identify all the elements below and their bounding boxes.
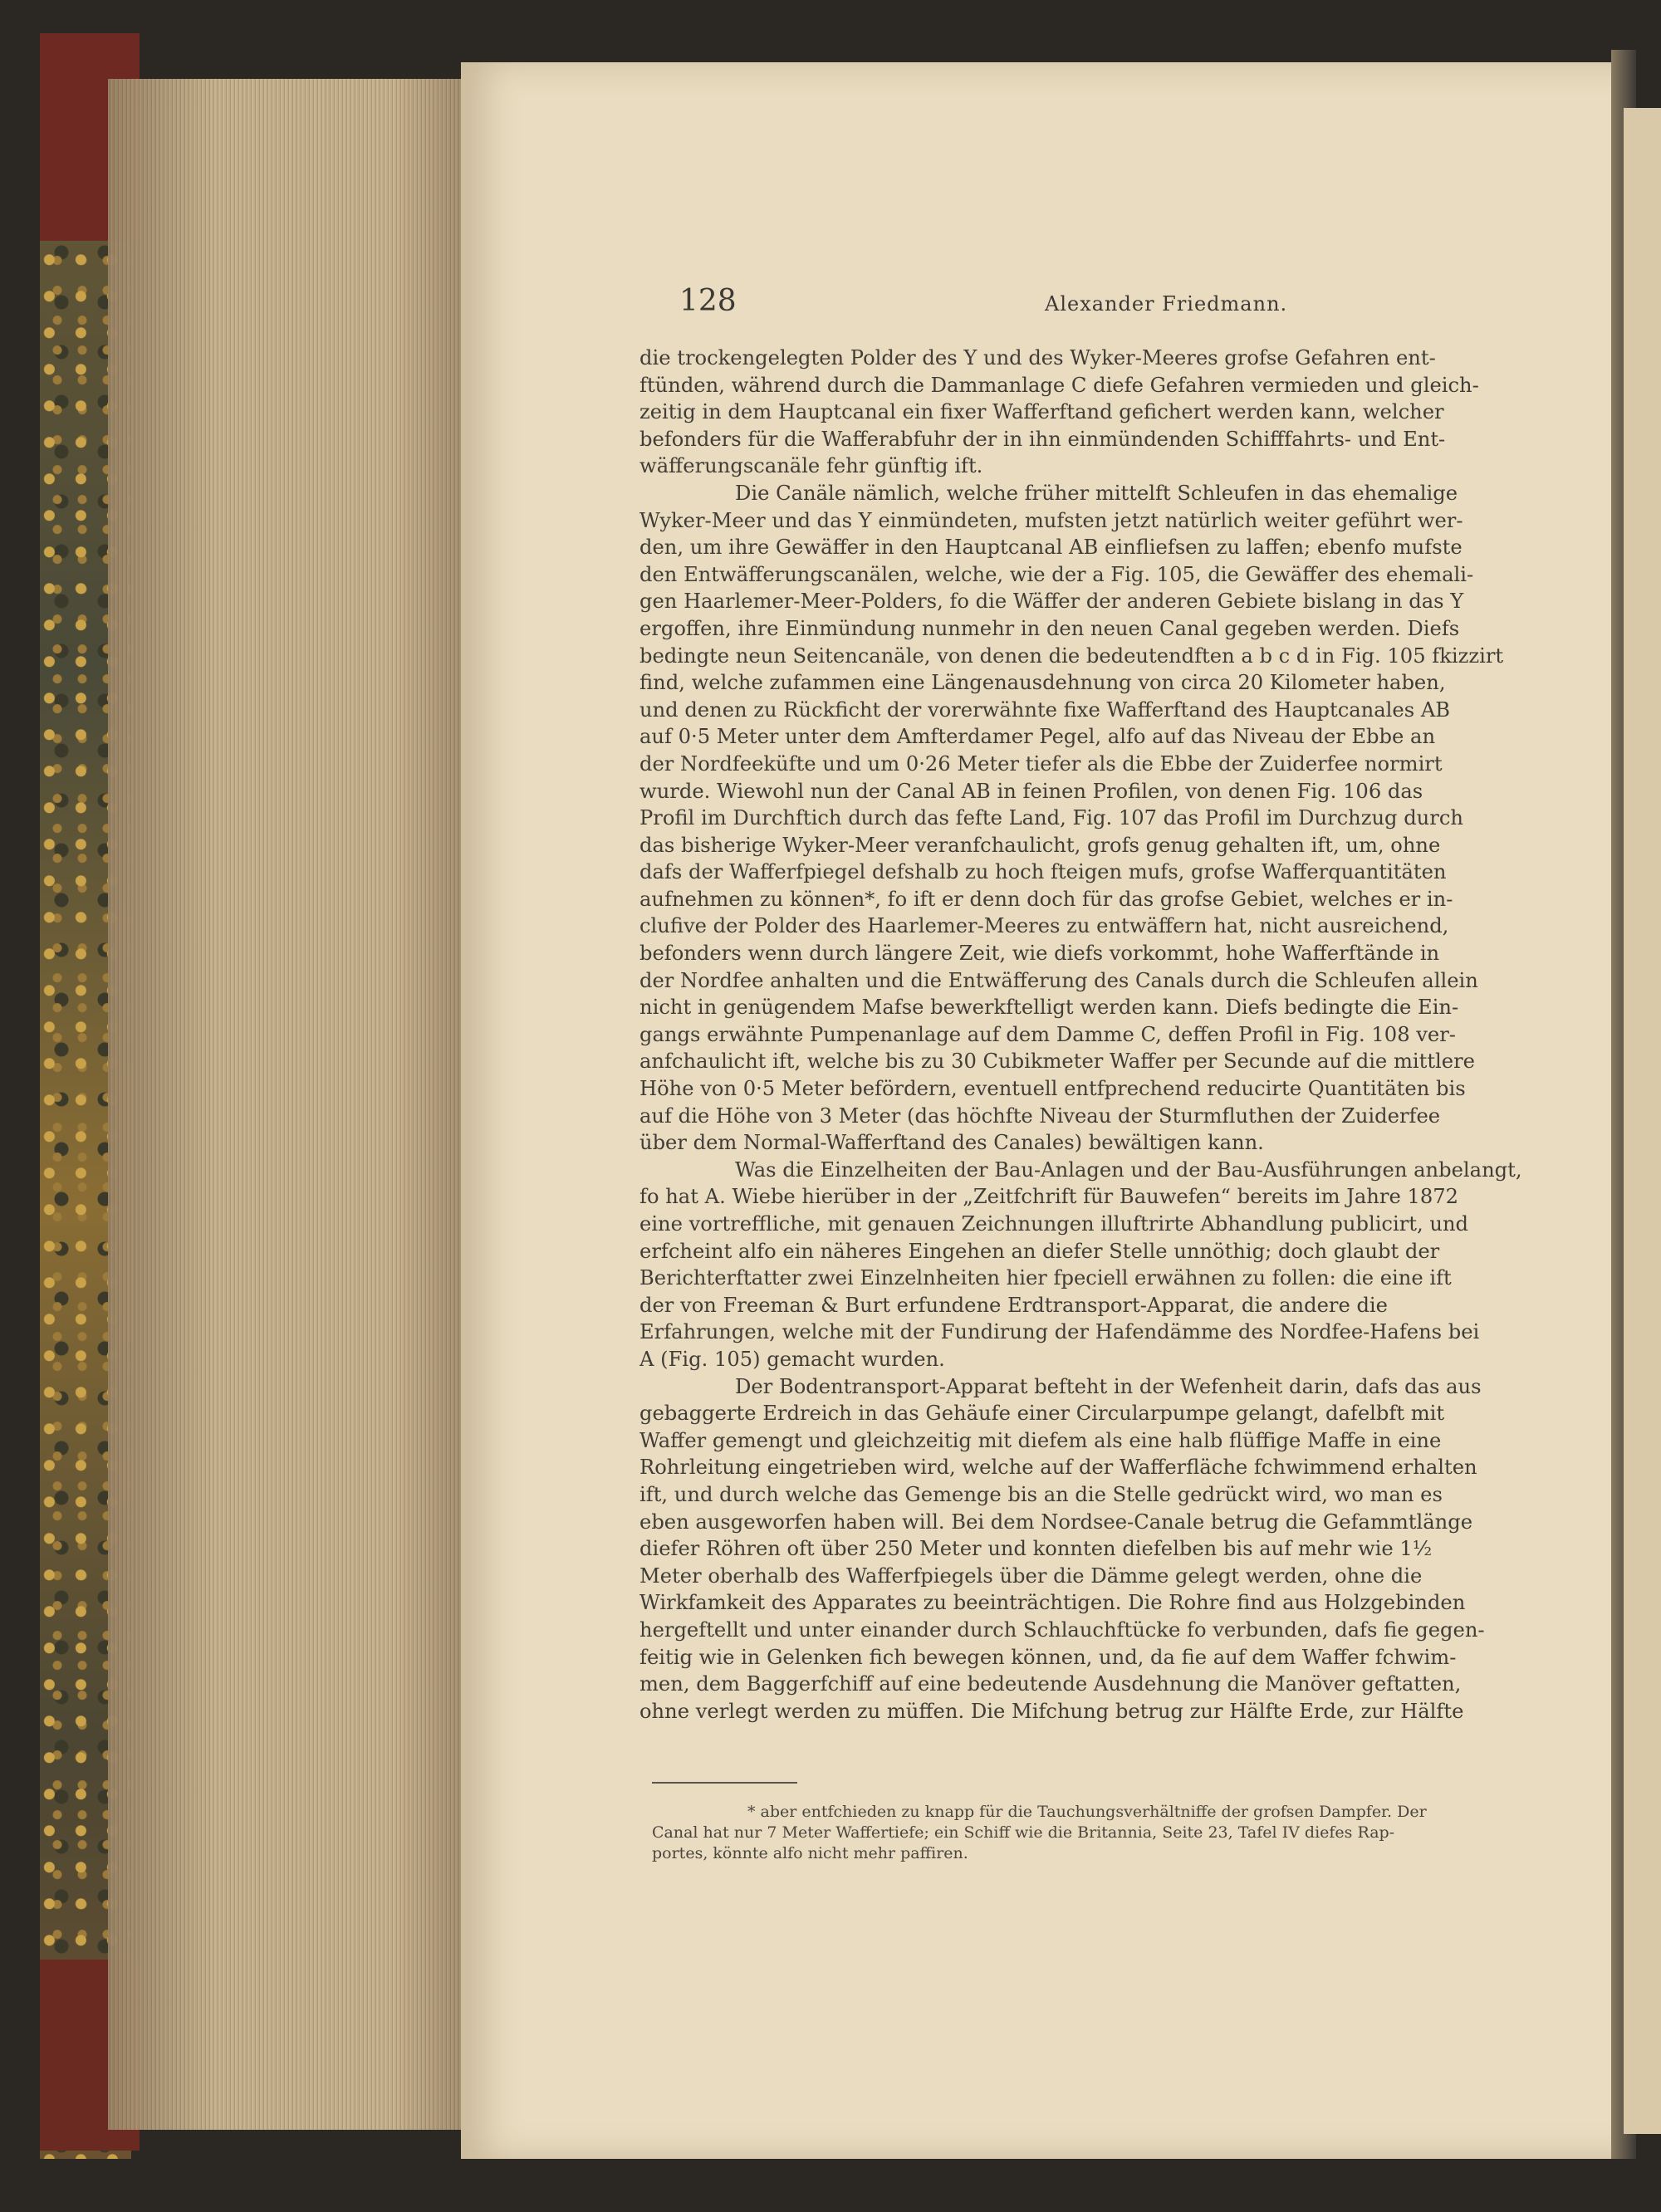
text-line: wäfferungscanäle fehr günftig ift. — [639, 454, 983, 478]
text-line: den Entwäfferungscanälen, welche, wie der a Fig. 105, die Gewäffer des ehemali- — [639, 562, 1474, 586]
facing-page-edge — [1624, 108, 1661, 2134]
text-line: Profil im Durchftich durch das fefte Land, Fig. 107 das Profil im Durchzug durch — [639, 806, 1463, 830]
text-line: Höhe von 0·5 Meter befördern, eventuell entfprechend reducirte Quantitäten bis — [639, 1077, 1466, 1101]
running-head: Alexander Friedmann. — [1045, 292, 1288, 316]
text-line: hergeftellt und unter einander durch Schlauchftücke fo verbunden, dafs fie gegen- — [639, 1617, 1485, 1642]
text-line: der Nordfee anhalten und die Entwäfferung des Canals durch die Schleufen allein — [639, 968, 1478, 992]
text-line: über dem Normal-Wafferftand des Canales) bewältigen kann. — [639, 1131, 1264, 1155]
text-line: und denen zu Rückficht der vorerwähnte fixe Wafferftand des Hauptcanales AB — [639, 697, 1451, 722]
text-line: diefer Röhren oft über 250 Meter und konnten diefelben bis auf mehr wie 1½ — [639, 1537, 1433, 1561]
text-line: gen Haarlemer-Meer-Polders, fo die Wäffer der anderen Gebiete bislang in das Y — [639, 590, 1464, 614]
text-line: aufnehmen zu können*, fo ift er denn doch für das grofse Gebiet, welches er in- — [639, 887, 1453, 911]
text-line: eben ausgeworfen haben will. Bei dem Nordsee-Canale betrug die Gefammtlänge — [639, 1510, 1473, 1534]
text-line: nicht in genügendem Mafse bewerkftelligt werden kann. Diefs bedingte die Ein- — [639, 996, 1459, 1020]
page-edges-shade — [108, 79, 465, 2130]
text-line: eine vortreffliche, mit genauen Zeichnungen illuftrirte Abhandlung publicirt, und — [639, 1212, 1469, 1236]
text-line: Rohrleitung eingetrieben wird, welche auf der Wafferfläche fchwimmend erhalten — [639, 1456, 1477, 1480]
text-line: gangs erwähnte Pumpenanlage auf dem Damme C, deffen Profil in Fig. 108 ver- — [639, 1022, 1456, 1046]
body-text — [639, 345, 1561, 1725]
text-line: das bisherige Wyker-Meer veranfchaulicht, grofs genug gehalten ift, um, ohne — [639, 833, 1441, 857]
text-line: befonders für die Wafferabfuhr der in ihn einmündenden Schifffahrts- und Ent- — [639, 427, 1446, 451]
text-line: fo hat A. Wiebe hierüber in der „Zeitfchrift für Bauwefen“ bereits im Jahre 1872 — [639, 1185, 1459, 1209]
text-line: die trockengelegten Polder des Y und des Wyker-Meeres grofse Gefahren ent- — [639, 346, 1436, 369]
text-line: den, um ihre Gewäffer in den Hauptcanal AB einfliefsen zu laffen; ebenfo mufste — [639, 536, 1463, 560]
text-line: bedingte neun Seitencanäle, von denen die bedeutendften a b c d in Fig. 105 fkizzirt — [639, 644, 1504, 668]
text-line: zeitig in dem Hauptcanal ein fixer Wafferftand gefichert werden kann, welcher — [639, 400, 1444, 424]
text-line: wurde. Wiewohl nun der Canal AB in feinen Profilen, von denen Fig. 106 das — [639, 779, 1423, 803]
footnote-line: portes, könnte alfo nicht mehr paffiren. — [652, 1844, 968, 1862]
text-line: dafs der Wafferfpiegel defshalb zu hoch fteigen mufs, grofse Wafferquantitäten — [639, 860, 1447, 884]
text-line: ohne verlegt werden zu müffen. Die Mifchung betrug zur Hälfte Erde, zur Hälfte — [639, 1699, 1464, 1723]
page-number: 128 — [679, 284, 737, 318]
text-line: A (Fig. 105) gemacht wurden. — [639, 1347, 945, 1371]
text-line: der Nordfeeküfte und um 0·26 Meter tiefer als die Ebbe der Zuiderfee normirt — [639, 751, 1443, 776]
text-line: Wirkfamkeit des Apparates zu beeinträchtigen. Die Rohre find aus Holzgebinden — [639, 1591, 1466, 1615]
text-line: der von Freeman & Burt erfundene Erdtransport-Apparat, die andere die — [639, 1293, 1388, 1317]
footnote-line: * aber entfchieden zu knapp für die Tauchungsverhältniffe der grofsen Dampfer. Der — [747, 1803, 1427, 1821]
text-line: gebaggerte Erdreich in das Gehäufe einer Circularpumpe gelangt, dafelbft mit — [639, 1402, 1445, 1426]
text-line: Berichterftatter zwei Einzelnheiten hier fpeciell erwähnen zu follen: die eine ift — [639, 1266, 1452, 1290]
text-line: ftünden, während durch die Dammanlage C diefe Gefahren vermieden und gleich- — [639, 373, 1479, 397]
text-line: ift, und durch welche das Gemenge bis an die Stelle gedrückt wird, wo man es — [639, 1482, 1443, 1506]
text-line: Die Canäle nämlich, welche früher mittelft Schleufen in das ehemalige — [735, 481, 1458, 505]
text-line: ergoffen, ihre Einmündung nunmehr in den neuen Canal gegeben werden. Diefs — [639, 616, 1460, 640]
footnote — [652, 1802, 1565, 1864]
text-line: find, welche zufammen eine Längenausdehnung von circa 20 Kilometer haben, — [639, 671, 1446, 695]
footnote-line: Canal hat nur 7 Meter Waffertiefe; ein Schiff wie die Britannia, Seite 23, Tafel IV diefes Rap- — [652, 1823, 1395, 1842]
page-header — [679, 284, 1460, 325]
text-line: auf die Höhe von 3 Meter (das höchfte Niveau der Sturmfluthen der Zuiderfee — [639, 1104, 1441, 1128]
text-line: Was die Einzelheiten der Bau-Anlagen und der Bau-Ausführungen anbelangt, — [735, 1157, 1522, 1182]
text-line: anfchaulicht ift, welche bis zu 30 Cubikmeter Waffer per Secunde auf die mittlere — [639, 1050, 1475, 1074]
text-line: auf 0·5 Meter unter dem Amfterdamer Pegel, alfo auf das Niveau der Ebbe an — [639, 725, 1436, 749]
text-line: Waffer gemengt und gleichzeitig mit diefem als eine halb flüffige Maffe in eine — [639, 1428, 1442, 1452]
text-line: feitig wie in Gelenken fich bewegen können, und, da fie auf dem Waffer fchwim- — [639, 1645, 1457, 1669]
text-line: Wyker-Meer und das Y einmündeten, mufsten jetzt natürlich weiter geführt wer- — [639, 508, 1463, 532]
text-line: Der Bodentransport-Apparat befteht in der Wefenheit darin, dafs das aus — [735, 1374, 1482, 1398]
footnote-rule — [652, 1782, 797, 1784]
text-line: Meter oberhalb des Wafferfpiegels über die Dämme gelegt werden, ohne die — [639, 1564, 1423, 1588]
text-line: befonders wenn durch längere Zeit, wie diefs vorkommt, hohe Wafferftände in — [639, 942, 1440, 966]
text-line: men, dem Baggerfchiff auf eine bedeutende Ausdehnung die Manöver geftatten, — [639, 1672, 1462, 1696]
text-line: erfcheint alfo ein näheres Eingehen an diefer Stelle unnöthig; doch glaubt der — [639, 1239, 1440, 1263]
text-line: Erfahrungen, welche mit der Fundirung der Hafendämme des Nordfee-Hafens bei — [639, 1320, 1480, 1344]
text-line: clufive der Polder des Haarlemer-Meeres zu entwäffern hat, nicht ausreichend, — [639, 914, 1449, 938]
